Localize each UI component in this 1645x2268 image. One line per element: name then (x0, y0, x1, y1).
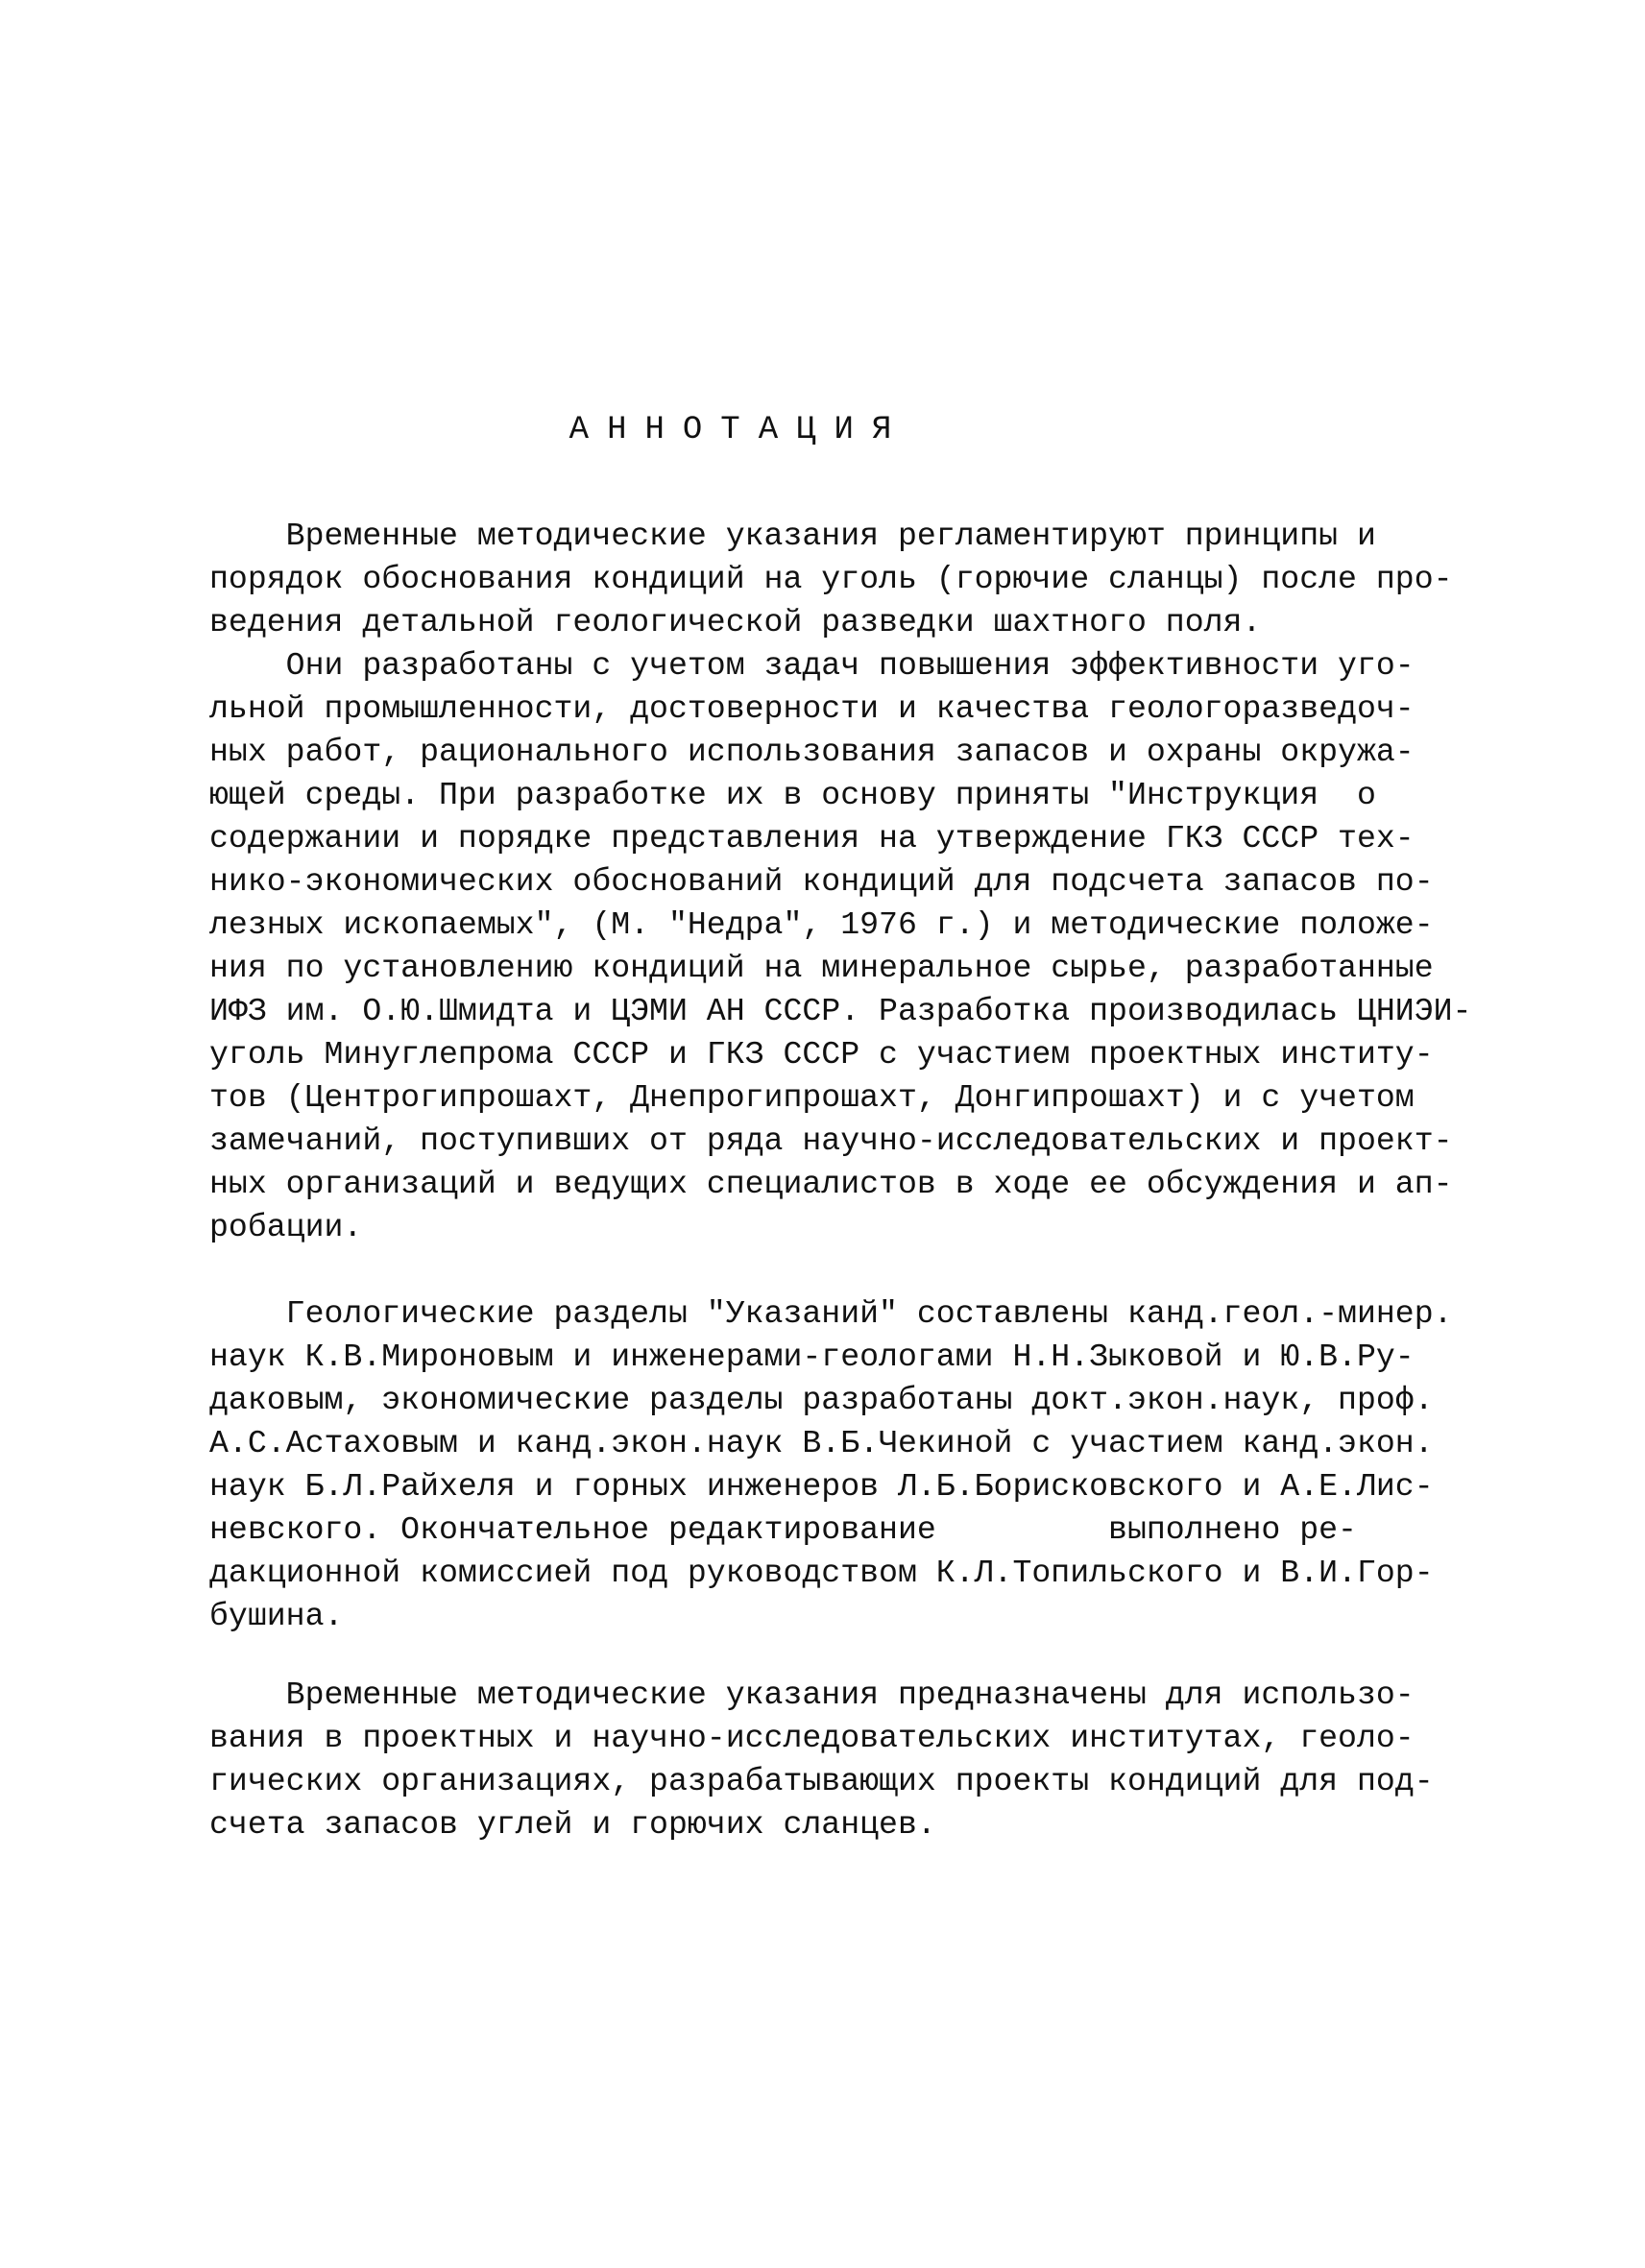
paragraph-line: А.С.Астаховым и канд.экон.наук В.Б.Чекиной с участием канд.экон. (209, 1425, 1434, 1461)
paragraph-line: Они разработаны с учетом задач повышения эффективности уго- (209, 647, 1415, 684)
paragraph-line: льной промышленности, достоверности и качества геологоразведоч- (209, 690, 1415, 727)
paragraph-line: Геологические разделы "Указаний" составлены канд.геол.-минер. (209, 1295, 1453, 1332)
paragraph-authors (209, 1292, 1453, 1638)
paragraph-line: даковым, экономические разделы разработаны докт.экон.наук, проф. (209, 1382, 1434, 1418)
page-title: АННОТАЦИЯ (568, 412, 910, 448)
paragraph-line: робации. (209, 1209, 363, 1245)
paragraph-line: содержании и порядке представления на утверждение ГКЗ СССР тех- (209, 820, 1415, 857)
paragraph-line: бушина. (209, 1598, 344, 1634)
paragraph-line: ИФЗ им. О.Ю.Шмидта и ЦЭМИ АН СССР. Разработка производилась ЦНИЭИ- (209, 993, 1472, 1029)
paragraph-line: Временные методические указания регламентируют принципы и (209, 518, 1376, 554)
paragraph-audience (209, 1674, 1434, 1846)
paragraph-line: вания в проектных и научно-исследовательских институтах, геоло- (209, 1720, 1415, 1756)
paragraph-line: тов (Центрогипрошахт, Днепрогипрошахт, Донгипрошахт) и с учетом (209, 1079, 1415, 1116)
paragraph-line: дакционной комиссией под руководством К.Л.Топильского и В.И.Гор- (209, 1555, 1434, 1591)
paragraph-line: наук Б.Л.Райхеля и горных инженеров Л.Б.Борисковского и А.Е.Лис- (209, 1468, 1434, 1505)
paragraph-line: нико-экономических обоснований кондиций для подсчета запасов по- (209, 863, 1434, 900)
paragraph-line: счета запасов углей и горючих сланцев. (209, 1806, 936, 1843)
paragraph-line: ющей среды. При разработке их в основу приняты "Инструкция о (209, 777, 1376, 813)
paragraph-line: невского. Окончательное редактирование выполнено ре- (209, 1511, 1357, 1548)
paragraph-line: ния по установлению кондиций на минеральное сырье, разработанные (209, 950, 1434, 986)
paragraph-line: ведения детальной геологической разведки шахтного поля. (209, 604, 1262, 640)
paragraph-line: замечаний, поступивших от ряда научно-исследовательских и проект- (209, 1122, 1453, 1159)
paragraph-line: наук К.В.Мироновым и инженерами-геологами Н.Н.Зыковой и Ю.В.Ру- (209, 1339, 1415, 1375)
paragraph-development (209, 644, 1471, 1249)
paragraph-line: порядок обоснования кондиций на уголь (горючие сланцы) после про- (209, 561, 1453, 597)
paragraph-line: уголь Минуглепрома СССР и ГКЗ СССР с участием проектных институ- (209, 1036, 1434, 1073)
paragraph-purpose (209, 515, 1453, 644)
paragraph-line: лезных ископаемых", (М. "Недра", 1976 г.) и методические положе- (209, 906, 1434, 943)
paragraph-line: Временные методические указания предназначены для использо- (209, 1677, 1415, 1713)
paragraph-line: ных работ, рационального использования запасов и охраны окружа- (209, 734, 1415, 770)
paragraph-line: гических организациях, разрабатывающих проекты кондиций для под- (209, 1763, 1434, 1799)
paragraph-line: ных организаций и ведущих специалистов в ходе ее обсуждения и ап- (209, 1166, 1453, 1202)
